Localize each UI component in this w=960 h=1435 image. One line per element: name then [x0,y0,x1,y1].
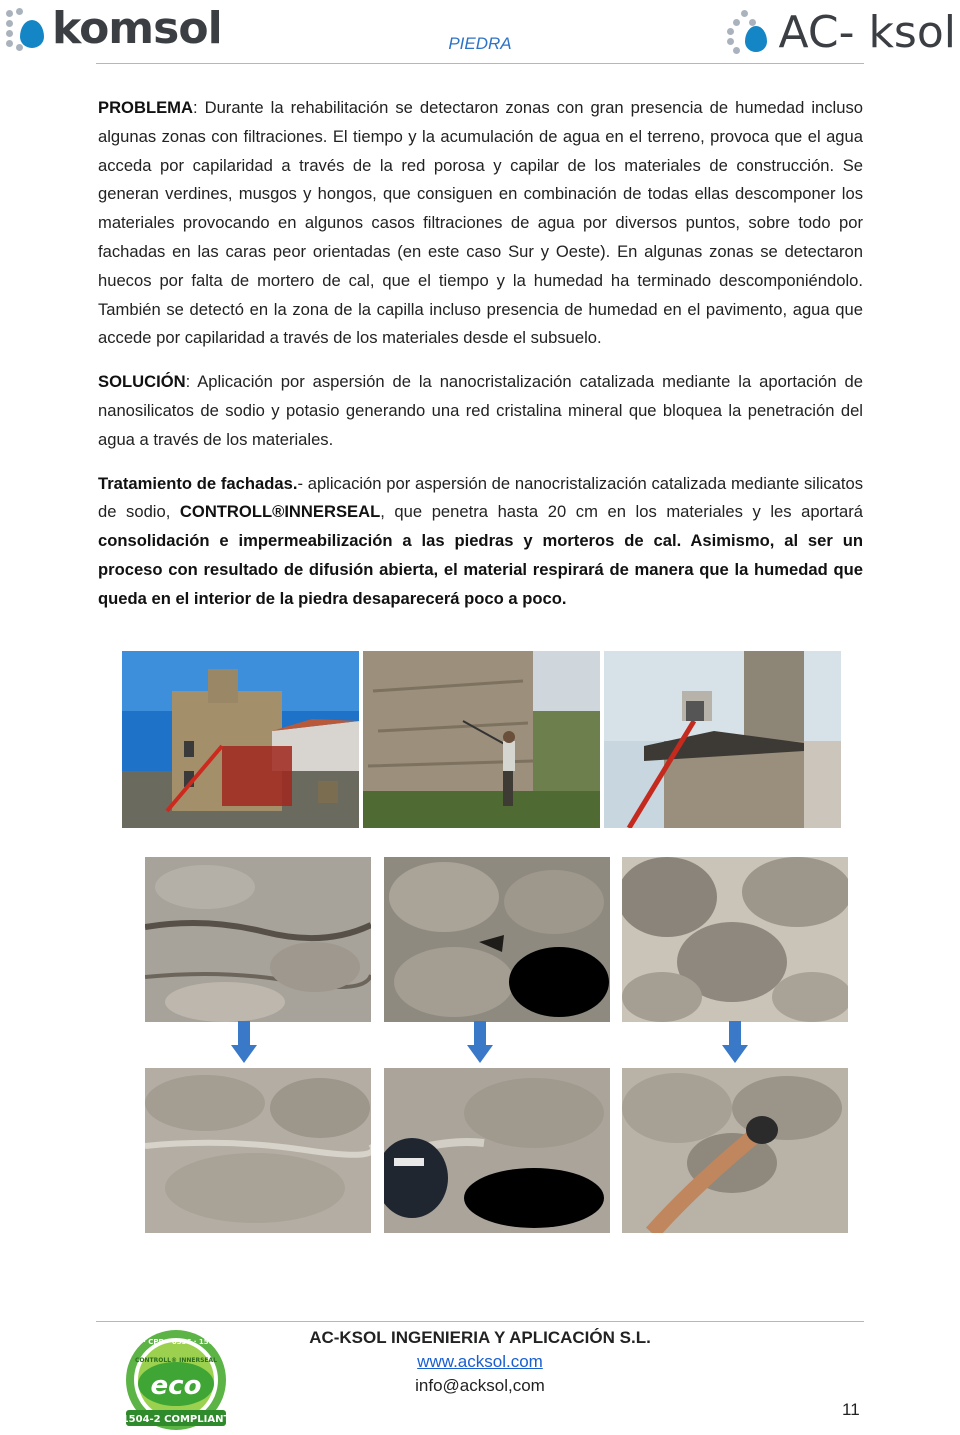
footer-company-name: AC-KSOL INGENIERIA Y APLICACIÓN S.L. [309,1328,651,1347]
badge-brand-text: CONTROLL® INNERSEAL [135,1357,217,1364]
arrow-down-icon [467,1021,493,1063]
solution-text: : Aplicación por aspersión de la nanocristalización catalizada mediante la aportación de nanosilicatos de sodio y potasio generando una red cristalina mineral que bloquea la penetración del agua a través de los materiales. [98,372,863,449]
photo-detail-before-2 [384,857,610,1022]
acksol-logo-text: AC- ksol [778,7,956,58]
photo-detail-before-3 [622,857,848,1022]
product-name: CONTROLL®INNERSEAL [179,502,381,522]
problem-paragraph [98,94,863,353]
photo-detail-after-3 [622,1068,848,1233]
solution-label: SOLUCIÓN [98,372,186,392]
header-divider [96,63,864,64]
badge-top-text: 1111 · CPD · 0556 · 1504 · 8 [121,1338,231,1346]
badge-center-text: eco [150,1371,202,1401]
photo-worker-spraying-wall [363,651,600,828]
footer-email: info@acksol,com [415,1376,545,1395]
header-section-title: PIEDRA [448,34,512,53]
acksol-logo-mark [727,10,773,56]
treatment-label: Tratamiento de fachadas. [98,473,298,493]
solution-paragraph [98,368,863,454]
photo-detail-after-2 [384,1068,610,1233]
komsol-logo-text: komsol [52,3,222,54]
problem-text: : Durante la rehabilitación se detectaron zonas con gran presencia de humedad incluso algunas zonas con filtraciones. El tiempo y la acumulación de agua en el terreno, provoca que el agua acceda por capilaridad a través de la red porosa y capilar de los materiales de construcción. Se generan verdines, musgos y hongos, que consiguen en combinación de todas ellas descomponer los materiales provocando en algunos casos filtraciones de agua por diversos puntos, sobre todo por fachadas en las caras peor orientadas (en este caso Sur y Oeste). En algunas zonas se detectaron huecos por falta de mortero de cal, que el tiempo y la humedad ha terminado descomponiéndolo. También se detectó en la zona de la capilla incluso presencia de humedad en el pavimento, agua que accede por capilaridad a través de los materiales desde el subsuelo. [98,98,863,348]
page-number: 11 [842,1400,860,1419]
photo-tower-aerial-lift [604,651,841,828]
problem-label: PROBLEMA [98,98,193,117]
treatment-text-a: - aplicación por aspersión de nanocristalización catalizada mediante silicatos de sodio, [98,473,863,522]
photo-detail-before-1 [145,857,371,1022]
photo-building-facade [122,651,359,828]
treatment-bold-conclusion: consolidación e impermeabilización a las piedras y morteros de cal. Asimismo, al ser un proceso con resultado de difusión abierta, el material respirará de manera que la humedad que queda en el interior de la piedra desaparecerá poco a poco. [98,531,863,608]
arrow-down-icon [722,1021,748,1063]
page-header [0,0,960,70]
photo-detail-after-1 [145,1068,371,1233]
badge-bottom-text: 1504-2 COMPLIANT [121,1414,231,1425]
arrow-down-icon [231,1021,257,1063]
acksol-logo [727,7,956,58]
document-body [98,94,863,629]
treatment-text-b: , que penetra hasta 20 cm en los materiales y les aportará [380,502,863,522]
footer-website-link[interactable]: www.acksol.com [417,1352,543,1371]
treatment-paragraph [98,470,863,614]
footer-divider [96,1321,864,1322]
